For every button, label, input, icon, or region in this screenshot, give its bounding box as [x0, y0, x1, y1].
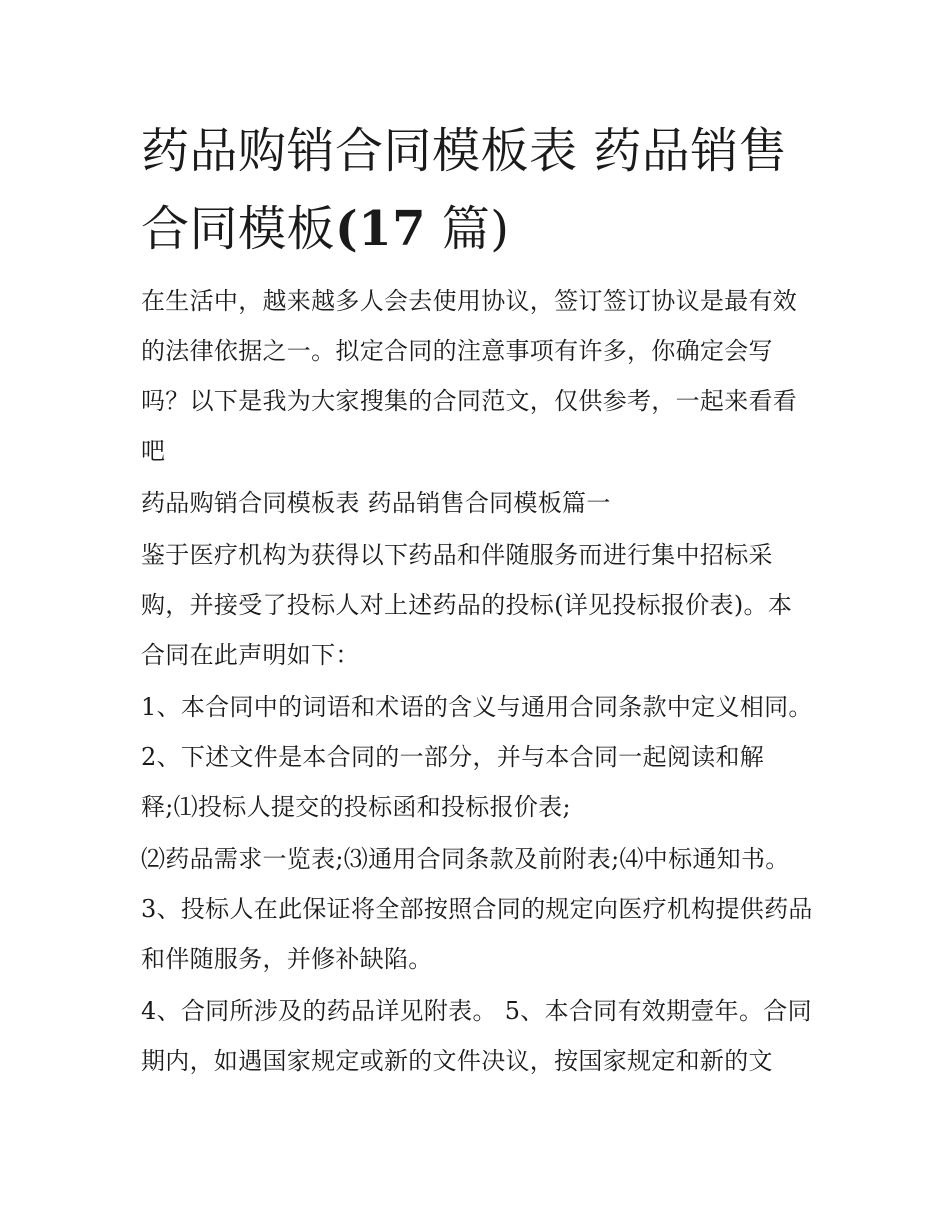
document-page	[141, 112, 813, 1086]
body-paragraph: 4、合同所涉及的药品详见附表。 5、本合同有效期壹年。合同期内，如遇国家规定或新的文件决议，按国家规定和新的文	[141, 997, 812, 1075]
title-suffix: 篇)	[426, 201, 510, 257]
section-heading: 药品购销合同模板表 药品销售合同模板篇一	[141, 489, 611, 517]
title-count: (17	[335, 201, 427, 257]
body-paragraph: ⑵药品需求一览表;⑶通用合同条款及前附表;⑷中标通知书。 3、投标人在此保证将全部按照合同的规定向医疗机构提供药品和伴随服务，并修补缺陷。	[141, 845, 813, 973]
intro-paragraph: 在生活中，越来越多人会去使用协议，签订签订协议是最有效的法律依据之一。拟定合同的注意事项有许多，你确定会写吗？以下是我为大家搜集的合同范文，仅供参考，一起来看看吧	[141, 287, 798, 465]
document-title	[141, 112, 813, 268]
body-paragraph: 鉴于医疗机构为获得以下药品和伴随服务而进行集中招标采购，并接受了投标人对上述药品的投标(详见投标报价表)。本合同在此声明如下：	[141, 541, 793, 669]
body-paragraph: 1、本合同中的词语和术语的含义与通用合同条款中定义相同。 2、下述文件是本合同的一部分，并与本合同一起阅读和解释;⑴投标人提交的投标函和投标报价表;	[141, 693, 813, 821]
title-text: 药品购销合同模板表 药品销售合同模板	[141, 123, 788, 257]
